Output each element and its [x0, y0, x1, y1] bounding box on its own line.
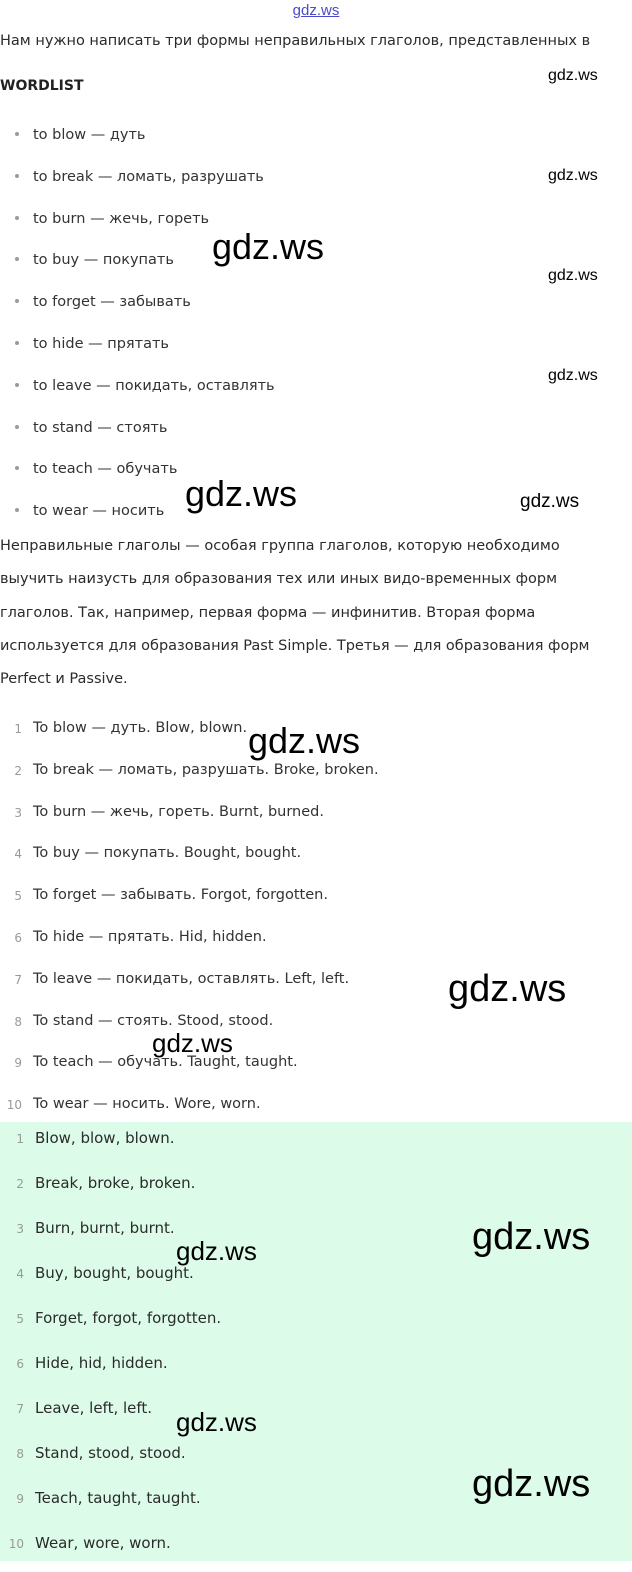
watermark: gdz.ws — [248, 720, 361, 761]
forms-item-text: To wear — носить. Wore, worn. — [33, 1096, 261, 1113]
wordlist-item-text: to buy — покупать — [33, 252, 174, 269]
item-number: 10 — [6, 1098, 22, 1113]
item-number: 6 — [14, 930, 22, 945]
wordlist-item-text: to burn — жечь, гореть — [33, 210, 210, 227]
forms-item-text: To leave — покидать, оставлять. Left, left. — [33, 970, 350, 987]
item-number: 1 — [16, 1132, 24, 1146]
watermark: gdz.ws — [548, 67, 598, 84]
bullet-icon — [15, 174, 19, 178]
item-number: 9 — [16, 1492, 24, 1506]
answer-item — [0, 1257, 632, 1302]
forms-item — [0, 794, 632, 836]
wordlist-item — [0, 116, 632, 158]
watermark: gdz.ws — [548, 167, 598, 184]
explanation-paragraph: Неправильные глаголы — особая группа глаголов, которую необходимо выучить наизусть для образования тех или иных видо-временных форм глаголов. Так, например, первая форма — инфинитив. Вторая форма используется для образования Past Simple. Третья — для образования форм Perfect и Passive. — [0, 538, 590, 688]
forms-item-text: To break — ломать, разрушать. Broke, broken. — [33, 761, 379, 778]
watermark: gdz.ws — [472, 1216, 591, 1258]
wordlist-item-text: to forget — забывать — [33, 294, 191, 311]
watermark: gdz.ws — [176, 1236, 257, 1266]
watermark: gdz.ws — [548, 267, 598, 284]
forms-item-text: To buy — покупать. Bought, bought. — [33, 845, 302, 862]
answer-item-text: Forget, forgot, forgotten. — [35, 1309, 222, 1327]
answer-item-text: Hide, hid, hidden. — [35, 1354, 168, 1372]
bullet-icon — [15, 466, 19, 470]
item-number: 5 — [16, 1312, 24, 1326]
answer-item-text: Burn, burnt, burnt. — [35, 1219, 175, 1237]
forms-item-text: To burn — жечь, гореть. Burnt, burned. — [33, 803, 324, 820]
item-number: 4 — [16, 1267, 24, 1281]
site-link[interactable]: gdz.ws — [292, 2, 340, 19]
wordlist-item-text: to teach — обучать — [33, 461, 178, 478]
bullet-icon — [15, 257, 19, 261]
forms-item — [0, 919, 632, 961]
wordlist-item-text: to hide — прятать — [33, 335, 169, 352]
item-number: 7 — [16, 1402, 24, 1416]
bullet-icon — [15, 508, 19, 512]
forms-item-text: To blow — дуть. Blow, blown. — [33, 720, 248, 736]
item-number: 9 — [14, 1056, 22, 1071]
forms-list — [0, 710, 632, 1128]
wordlist-item — [0, 409, 632, 451]
answer-item-text: Stand, stood, stood. — [35, 1444, 186, 1462]
wordlist-item-text: to blow — дуть — [33, 127, 146, 143]
answer-item-text: Break, broke, broken. — [35, 1174, 196, 1192]
answer-item — [0, 1392, 632, 1437]
item-number: 8 — [16, 1447, 24, 1461]
wordlist-heading: WORDLIST — [0, 78, 84, 94]
watermark: gdz.ws — [548, 367, 598, 384]
bullet-icon — [15, 425, 19, 429]
forms-item — [0, 835, 632, 877]
watermark: gdz.ws — [472, 1463, 591, 1505]
watermark: gdz.ws — [212, 226, 325, 267]
wordlist-item-text: to leave — покидать, оставлять — [33, 377, 275, 394]
item-number: 2 — [14, 763, 22, 778]
wordlist-item — [0, 158, 632, 200]
bullet-icon — [15, 341, 19, 345]
item-number: 3 — [16, 1222, 24, 1236]
wordlist-item — [0, 450, 632, 492]
answer-item-text: Wear, wore, worn. — [35, 1534, 171, 1552]
item-number: 5 — [14, 889, 22, 904]
forms-item-text: To teach — обучать. Taught, taught. — [33, 1054, 298, 1071]
watermark: gdz.ws — [520, 491, 580, 512]
forms-item-text: To stand — стоять. Stood, stood. — [33, 1012, 274, 1029]
item-number: 7 — [14, 972, 22, 987]
watermark: gdz.ws — [152, 1028, 233, 1058]
item-number: 2 — [16, 1177, 24, 1191]
wordlist — [0, 116, 632, 534]
item-number: 10 — [8, 1537, 24, 1551]
bullet-icon — [15, 383, 19, 387]
wordlist-item-text: to break — ломать, разрушать — [33, 168, 264, 185]
watermark: gdz.ws — [185, 473, 298, 514]
answer-item-text: Teach, taught, taught. — [35, 1489, 201, 1507]
wordlist-item — [0, 325, 632, 367]
wordlist-item-text: to stand — стоять — [33, 419, 168, 436]
wordlist-item — [0, 283, 632, 325]
wordlist-item-text: to wear — носить — [33, 503, 165, 520]
answer-item — [0, 1167, 632, 1212]
answer-item — [0, 1527, 632, 1572]
bullet-icon — [15, 299, 19, 303]
answer-item-text: Buy, bought, bought. — [35, 1264, 194, 1282]
forms-item — [0, 1044, 632, 1086]
answer-item — [0, 1122, 632, 1167]
item-number: 3 — [14, 805, 22, 820]
answer-item-text: Blow, blow, blown. — [35, 1129, 175, 1147]
forms-item-text: To forget — забывать. Forgot, forgotten. — [33, 887, 328, 904]
item-number: 8 — [14, 1014, 22, 1029]
item-number: 6 — [16, 1357, 24, 1371]
bullet-icon — [15, 216, 19, 220]
wordlist-item — [0, 367, 632, 409]
forms-item — [0, 877, 632, 919]
watermark: gdz.ws — [176, 1407, 257, 1437]
forms-item-text: To hide — прятать. Hid, hidden. — [33, 928, 267, 945]
bullet-icon — [15, 132, 19, 136]
item-number: 4 — [14, 847, 22, 862]
answer-item — [0, 1302, 632, 1347]
answer-item-text: Leave, left, left. — [35, 1399, 153, 1417]
answer-item — [0, 1347, 632, 1392]
watermark: gdz.ws — [448, 968, 567, 1010]
item-number: 1 — [14, 722, 22, 736]
intro-text: Нам нужно написать три формы неправильных глаголов, представленных в — [0, 33, 591, 49]
